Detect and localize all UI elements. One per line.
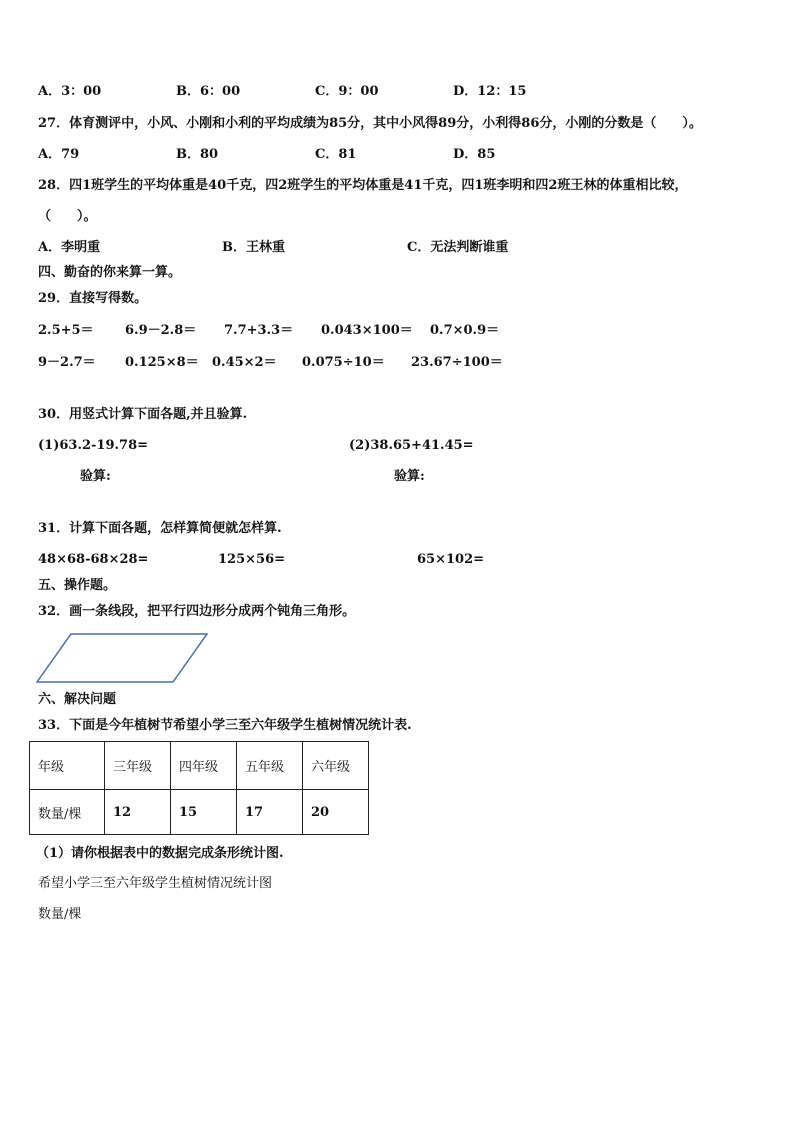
q29-item: 0.7×0.9＝ xyxy=(430,323,500,338)
table-row-label: 数量/棵 xyxy=(30,790,105,835)
q32-question: 32．画一条线段，把平行四边形分成两个钝角三角形。 xyxy=(38,604,356,619)
table-cell: 20 xyxy=(303,790,369,835)
q33-question: 33．下面是今年植树节希望小学三至六年级学生植树情况统计表. xyxy=(38,718,412,733)
tree-planting-table xyxy=(29,741,369,835)
table-header-cell: 三年级 xyxy=(105,742,171,790)
q27-option-a: A．79 xyxy=(38,147,80,162)
q26-option-a: A．3：00 xyxy=(38,84,102,99)
q31-question: 31．计算下面各题，怎样算简便就怎样算. xyxy=(38,521,282,536)
section4-title: 四、勤奋的你来算一算。 xyxy=(38,265,182,280)
q26-option-d: D．12：15 xyxy=(453,84,527,99)
q29-row1 xyxy=(0,323,794,339)
table-header-row xyxy=(30,742,369,790)
table-cell: 15 xyxy=(171,790,237,835)
q31-items xyxy=(0,552,794,568)
q30-items xyxy=(0,438,794,454)
q26-option-b: B．6：00 xyxy=(176,84,241,99)
q28-question-line2: （ ）。 xyxy=(38,209,97,224)
q29-question: 29．直接写得数。 xyxy=(38,291,148,306)
q28-option-c: C．无法判断谁重 xyxy=(407,240,509,255)
q28-options xyxy=(0,240,794,256)
q29-item: 0.125×8＝ xyxy=(125,355,199,370)
q30-check-label-1: 验算: xyxy=(80,469,111,484)
table-header-cell: 五年级 xyxy=(237,742,303,790)
section6-title: 六、解决问题 xyxy=(38,692,117,707)
q28-question-line1: 28．四1班学生的平均体重是40千克，四2班学生的平均体重是41千克，四1班李明和四2班王林的体重相比较， xyxy=(38,178,688,193)
q30-check-label-2: 验算: xyxy=(394,469,425,484)
chart-title: 希望小学三至六年级学生植树情况统计图 xyxy=(38,876,273,891)
q26-option-c: C．9：00 xyxy=(315,84,379,99)
q31-item: 125×56= xyxy=(218,552,286,567)
q30-item-2: (2)38.65+41.45= xyxy=(349,438,474,453)
q27-options xyxy=(0,147,794,163)
q29-row2 xyxy=(0,355,794,371)
q29-item: 0.45×2＝ xyxy=(212,355,277,370)
q29-item: 2.5+5＝ xyxy=(38,323,94,338)
q28-option-a: A．李明重 xyxy=(38,240,101,255)
q27-question: 27．体育测评中，小风、小刚和小利的平均成绩为85分，其中小风得89分，小利得86分，小刚的分数是（ ）。 xyxy=(38,116,702,131)
q29-item: 9－2.7＝ xyxy=(38,355,96,370)
q29-item: 0.043×100＝ xyxy=(321,323,413,338)
parallelogram-figure xyxy=(36,632,210,684)
q26-options xyxy=(0,84,794,100)
q27-option-c: C．81 xyxy=(315,147,357,162)
parallelogram-shape xyxy=(37,634,207,682)
table-cell: 12 xyxy=(105,790,171,835)
q29-item: 23.67÷100＝ xyxy=(411,355,503,370)
q31-item: 48×68-68×28= xyxy=(38,552,149,567)
q27-option-d: D．85 xyxy=(453,147,496,162)
q33-sub1: （1）请你根据表中的数据完成条形统计图. xyxy=(36,846,284,861)
chart-ylabel: 数量/棵 xyxy=(38,907,82,922)
q30-question: 30．用竖式计算下面各题,并且验算. xyxy=(38,407,248,422)
q31-item: 65×102= xyxy=(417,552,485,567)
table-cell: 17 xyxy=(237,790,303,835)
section5-title: 五、操作题。 xyxy=(38,578,117,593)
table-header-cell: 年级 xyxy=(30,742,105,790)
q27-option-b: B．80 xyxy=(176,147,219,162)
q29-item: 6.9－2.8＝ xyxy=(125,323,197,338)
q30-item-1: (1)63.2-19.78= xyxy=(38,438,149,453)
table-row xyxy=(30,790,369,835)
table-header-cell: 六年级 xyxy=(303,742,369,790)
q29-item: 0.075÷10＝ xyxy=(302,355,385,370)
q29-item: 7.7+3.3＝ xyxy=(224,323,294,338)
q30-check-labels xyxy=(0,469,794,485)
q28-option-b: B．王林重 xyxy=(222,240,285,255)
table-header-cell: 四年级 xyxy=(171,742,237,790)
